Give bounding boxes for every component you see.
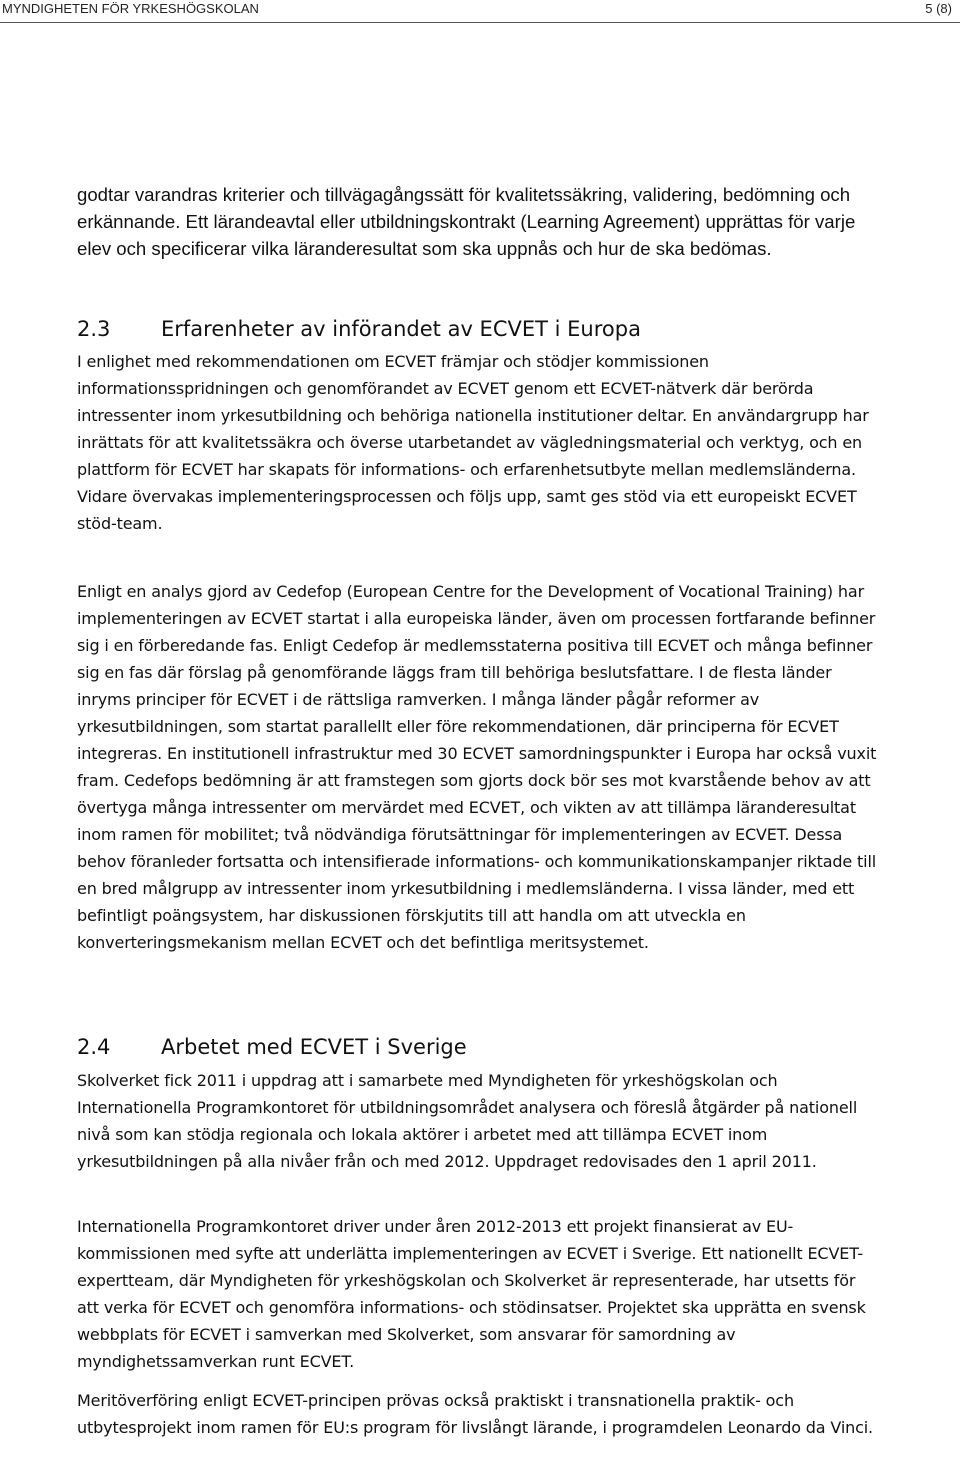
page-header [0,0,960,23]
page-number: 5 (8) [925,1,952,16]
paragraph-text: Meritöverföring enligt ECVET-principen prövas också praktiskt i transnationella praktik- och utbytesprojekt inom ramen för EU:s program för livslångt lärande, i programdelen Leonardo da Vinci. [77,1391,873,1437]
section-title: Erfarenheter av införandet av ECVET i Europa [161,317,641,341]
section-heading-2-4 [77,1032,467,1062]
paragraph-text: I enlighet med rekommendationen om ECVET främjar och stödjer kommissionen informationsspridningen och genomförandet av ECVET genom ett ECVET-nätverk där berörda intressenter inom yrkesutbildning och behöriga nationella institutioner deltar. En användargrupp har inrättats för att kvalitetssäkra och överse utarbetandet av vägledningsmaterial och verktyg, och en plattform för ECVET har skapats för informations- och erfarenhetsutbyte mellan medlemsländerna. Vidare övervakas implementeringsprocessen och följs upp, samt ges stöd via ett europeiskt ECVET stöd-team. [77,352,869,533]
intro-text: godtar varandras kriterier och tillvägagångssätt för kvalitetssäkring, validering, bedömning och erkännande. Ett lärandeavtal eller utbildningskontrakt (Learning Agreement) upprättas för varje elev och specificerar vilka läranderesultat som ska uppnås och hur de ska bedömas. [77,184,856,259]
section-number: 2.3 [77,317,111,341]
intro-paragraph [77,181,877,262]
section-2-3-paragraph-1 [77,348,877,537]
paragraph-text: Skolverket fick 2011 i uppdrag att i samarbete med Myndigheten för yrkeshögskolan och Internationella Programkontoret för utbildningsområdet analysera och föreslå åtgärder på nationell nivå som kan stödja regionala och lokala aktörer i arbetet med att tillämpa ECVET inom yrkesutbildningen på alla nivåer från och med 2012. Uppdraget redovisades den 1 april 2011. [77,1071,858,1171]
section-2-4-paragraph-2 [77,1213,877,1375]
section-2-3-paragraph-2 [77,578,877,956]
section-2-4-paragraph-3 [77,1387,877,1441]
section-2-4-paragraph-1 [77,1067,877,1175]
header-organization: MYNDIGHETEN FÖR YRKESHÖGSKOLAN [2,1,259,16]
section-number: 2.4 [77,1035,111,1059]
paragraph-text: Enligt en analys gjord av Cedefop (European Centre for the Development of Vocational Training) har implementeringen av ECVET startat i alla europeiska länder, även om processen fortfarande befinner sig i en förberedande fas. Enligt Cedefop är medlemsstaterna positiva till ECVET och många befinner sig en fas där förslag på genomförande läggs fram till behöriga beslutsfattare. I de flesta länder inryms principer för ECVET i de rättsliga ramverken. I många länder pågår reformer av yrkesutbildningen, som startat parallellt eller före rekommendationen, där principerna för ECVET integreras. En institutionell infrastruktur med 30 ECVET samordningspunkter i Europa har också vuxit fram. Cedefops bedömning är att framstegen som gjorts dock bör ses mot kvarstående behov av att övertyga många intressenter om mervärdet med ECVET, och vikten av att tillämpa läranderesultat inom ramen för mobilitet; två nödvändiga förutsättningar för implementeringen av ECVET. Dessa behov föranleder fortsatta och intensifierade informations- och kommunikationskampanjer riktade till en bred målgrupp av intressenter inom yrkesutbildning i medlemsländerna. I vissa länder, med ett befintligt poängsystem, har diskussionen förskjutits till att handla om att utveckla en konverteringsmekanism mellan ECVET och det befintliga meritsystemet. [77,582,877,952]
section-heading-2-3 [77,314,641,344]
section-title: Arbetet med ECVET i Sverige [161,1035,467,1059]
paragraph-text: Internationella Programkontoret driver under åren 2012-2013 ett projekt finansierat av EU-kommissionen med syfte att underlätta implementeringen av ECVET i Sverige. Ett nationellt ECVET-expertteam, där Myndigheten för yrkeshögskolan och Skolverket är representerade, har utsetts för att verka för ECVET och genomföra informations- och stödinsatser. Projektet ska upprätta en svensk webbplats för ECVET i samverkan med Skolverket, som ansvarar för samordning av myndighetssamverkan runt ECVET. [77,1217,866,1371]
